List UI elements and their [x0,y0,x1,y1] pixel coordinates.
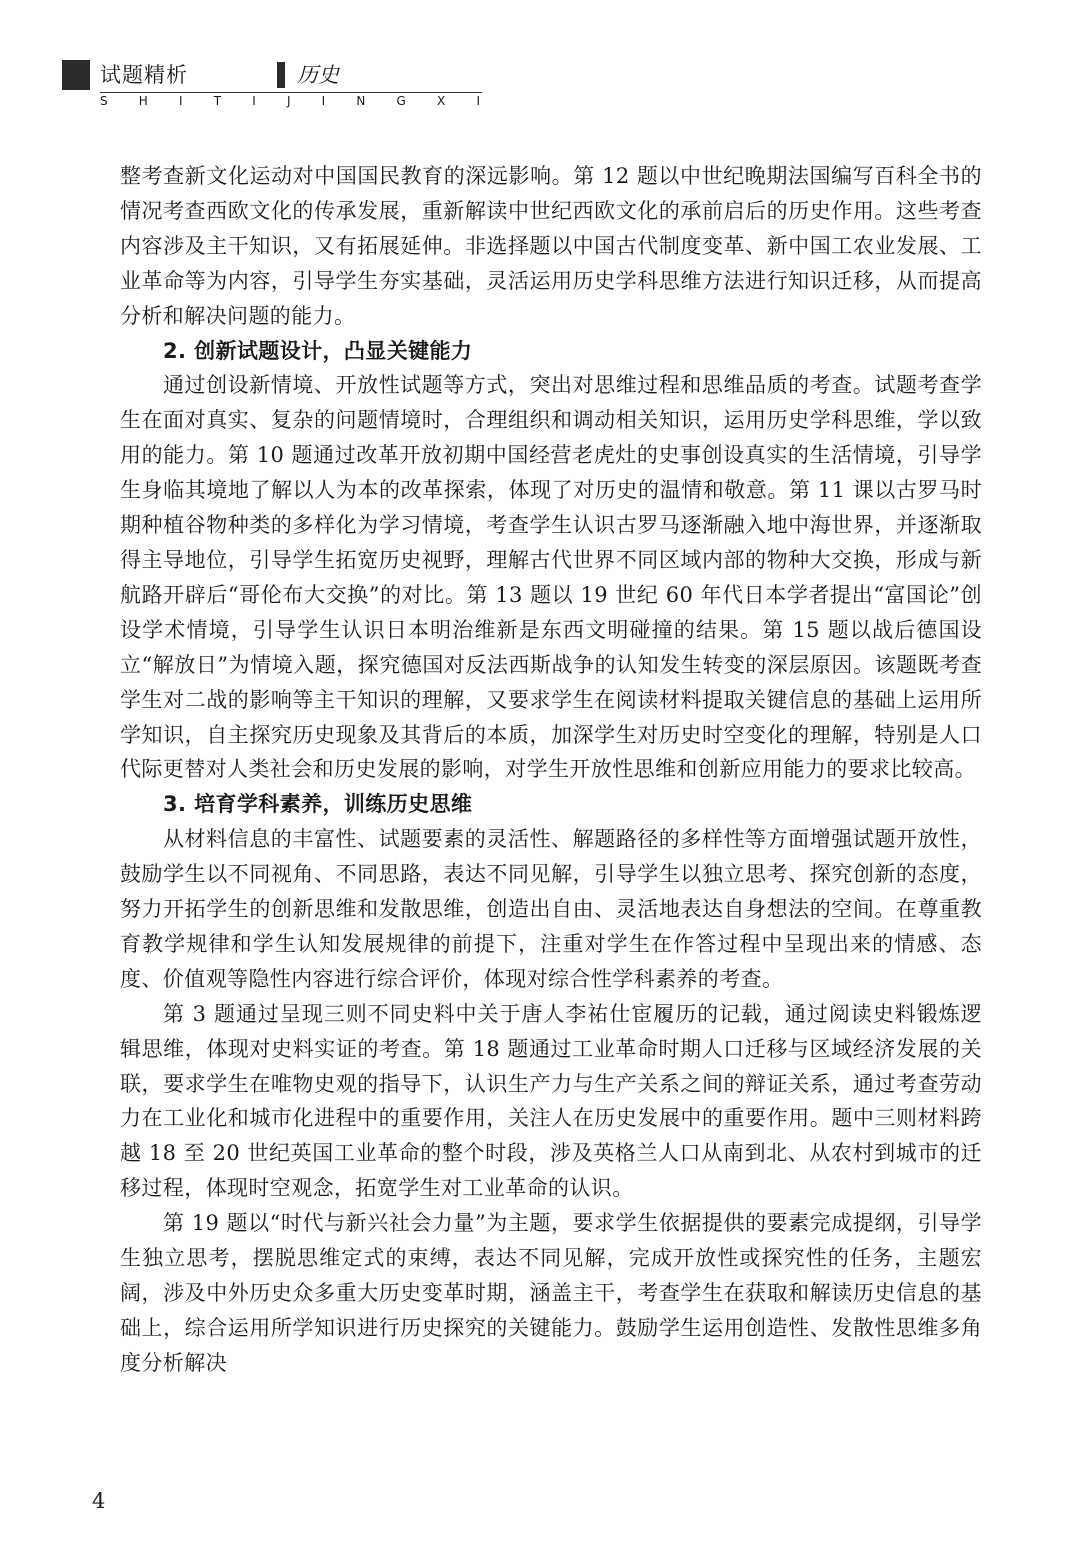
header-series-title: 试题精析 [100,63,188,87]
header-divider-mark [277,62,285,88]
pinyin-letter: N [356,94,366,108]
pinyin-letter: J [286,94,291,108]
pinyin-letter: G [396,94,406,108]
header-block-decoration [62,60,90,90]
section-heading-2: 2. 创新试题设计，凸显关键能力 [163,338,473,363]
pinyin-letter: I [476,94,480,108]
pinyin-letter: S [100,94,108,108]
paragraph-question-3-18: 第 3 题通过呈现三则不同史料中关于唐人李祐仕宦履历的记载，通过阅读史料锻炼逻辑思维，体现对史料实证的考查。第 18 题通过工业革命时期人口迁移与区域经济发展的关联，要求学生在唯物史观的指导下，认识生产力与生产关系之间的辩证关系，通过考查劳动力在工业化和城市化进程中的重要作用，关注人在历史发展中的重要作用。题中三则材料跨越 18 至 20 世纪英国工业革命的整个时段，涉及英格兰人口从南到北、从农村到城市的迁移过程，体现时空观念，拓宽学生对工业革命的认识。 [120,1001,982,1201]
pinyin-letter: I [252,94,256,108]
pinyin-letter: I [321,94,326,108]
paragraph-question-19: 第 19 题以“时代与新兴社会力量”为主题，要求学生依据提供的要素完成提纲，引导学生独立思考，摆脱思维定式的束缚，表达不同见解，完成开放性或探究性的任务，主题宏阔，涉及中外历史众多重大历史变革时期，涵盖主干，考查学生在获取和解读历史信息的基础上，综合运用所学知识进行历史探究的关键能力。鼓励学生运用创造性、发散性思维多角度分析解决 [120,1211,982,1375]
running-header [62,50,482,110]
pinyin-letter: X [437,94,446,108]
paragraph-innovation: 通过创设新情境、开放性试题等方式，突出对思维过程和思维品质的考查。试题考查学生在面对真实、复杂的问题情境时，合理组织和调动相关知识，运用历史学科思维，学以致用的能力。第 10 题通过改革开放初期中国经营老虎灶的史事创设真实的生活情境，引导学生身临其境地了解以人为本的改革探索，体现了对历史的温情和敬意。第 11 课以古罗马时期种植谷物种类的多样化为学习情境，考查学生认识古罗马逐渐融入地中海世界，并逐渐取得主导地位，引导学生拓宽历史视野，理解古代世界不同区域内部的物种大交换，形成与新航路开辟后“哥伦布大交换”的对比。第 13 题以 19 世纪 60 年代日本学者提出“富国论”创设学术情境，引导学生认识日本明治维新是东西文明碰撞的结果。第 15 题以战后德国设立“解放日”为情境入题，探究德国对反法西斯战争的认知发生转变的深层原因。该题既考查学生对二战的影响等主干知识的理解，又要求学生在阅读材料提取关键信息的基础上运用所学知识，自主探究历史现象及其背后的本质，加深学生对历史时空变化的理解，特别是人口代际更替对人类社会和历史发展的影响，对学生开放性思维和创新应用能力的要求比较高。 [120,373,982,782]
section-heading-3: 3. 培育学科素养，训练历史思维 [163,792,473,817]
page-number: 4 [92,1489,106,1513]
pinyin-letter: H [138,94,148,108]
pinyin-letter: I [179,94,183,108]
header-subject: 历史 [297,63,339,87]
paragraph-continued: 整考查新文化运动对中国国民教育的深远影响。第 12 题以中世纪晚期法国编写百科全书的情况考查西欧文化的传承发展，重新解读中世纪西欧文化的承前启后的历史作用。这些考查内容涉及主干知识，又有拓展延伸。非选择题以中国古代制度变革、新中国工农业发展、工业革命等为内容，引导学生夯实基础，灵活运用历史学科思维方法进行知识迁移，从而提高分析和解决问题的能力。 [120,164,982,328]
header-pinyin [100,93,480,109]
paragraph-literacy: 从材料信息的丰富性、试题要素的灵活性、解题路径的多样性等方面增强试题开放性，鼓励学生以不同视角、不同思路，表达不同见解，引导学生以独立思考、探究创新的态度，努力开拓学生的创新思维和发散思维，创造出自由、灵活地表达自身想法的空间。在尊重教育教学规律和学生认知发展规律的前提下，注重对学生在作答过程中呈现出来的情感、态度、价值观等隐性内容进行综合评价，体现对综合性学科素养的考查。 [120,827,982,991]
pinyin-letter: T [213,94,222,108]
page-body [120,159,982,1381]
